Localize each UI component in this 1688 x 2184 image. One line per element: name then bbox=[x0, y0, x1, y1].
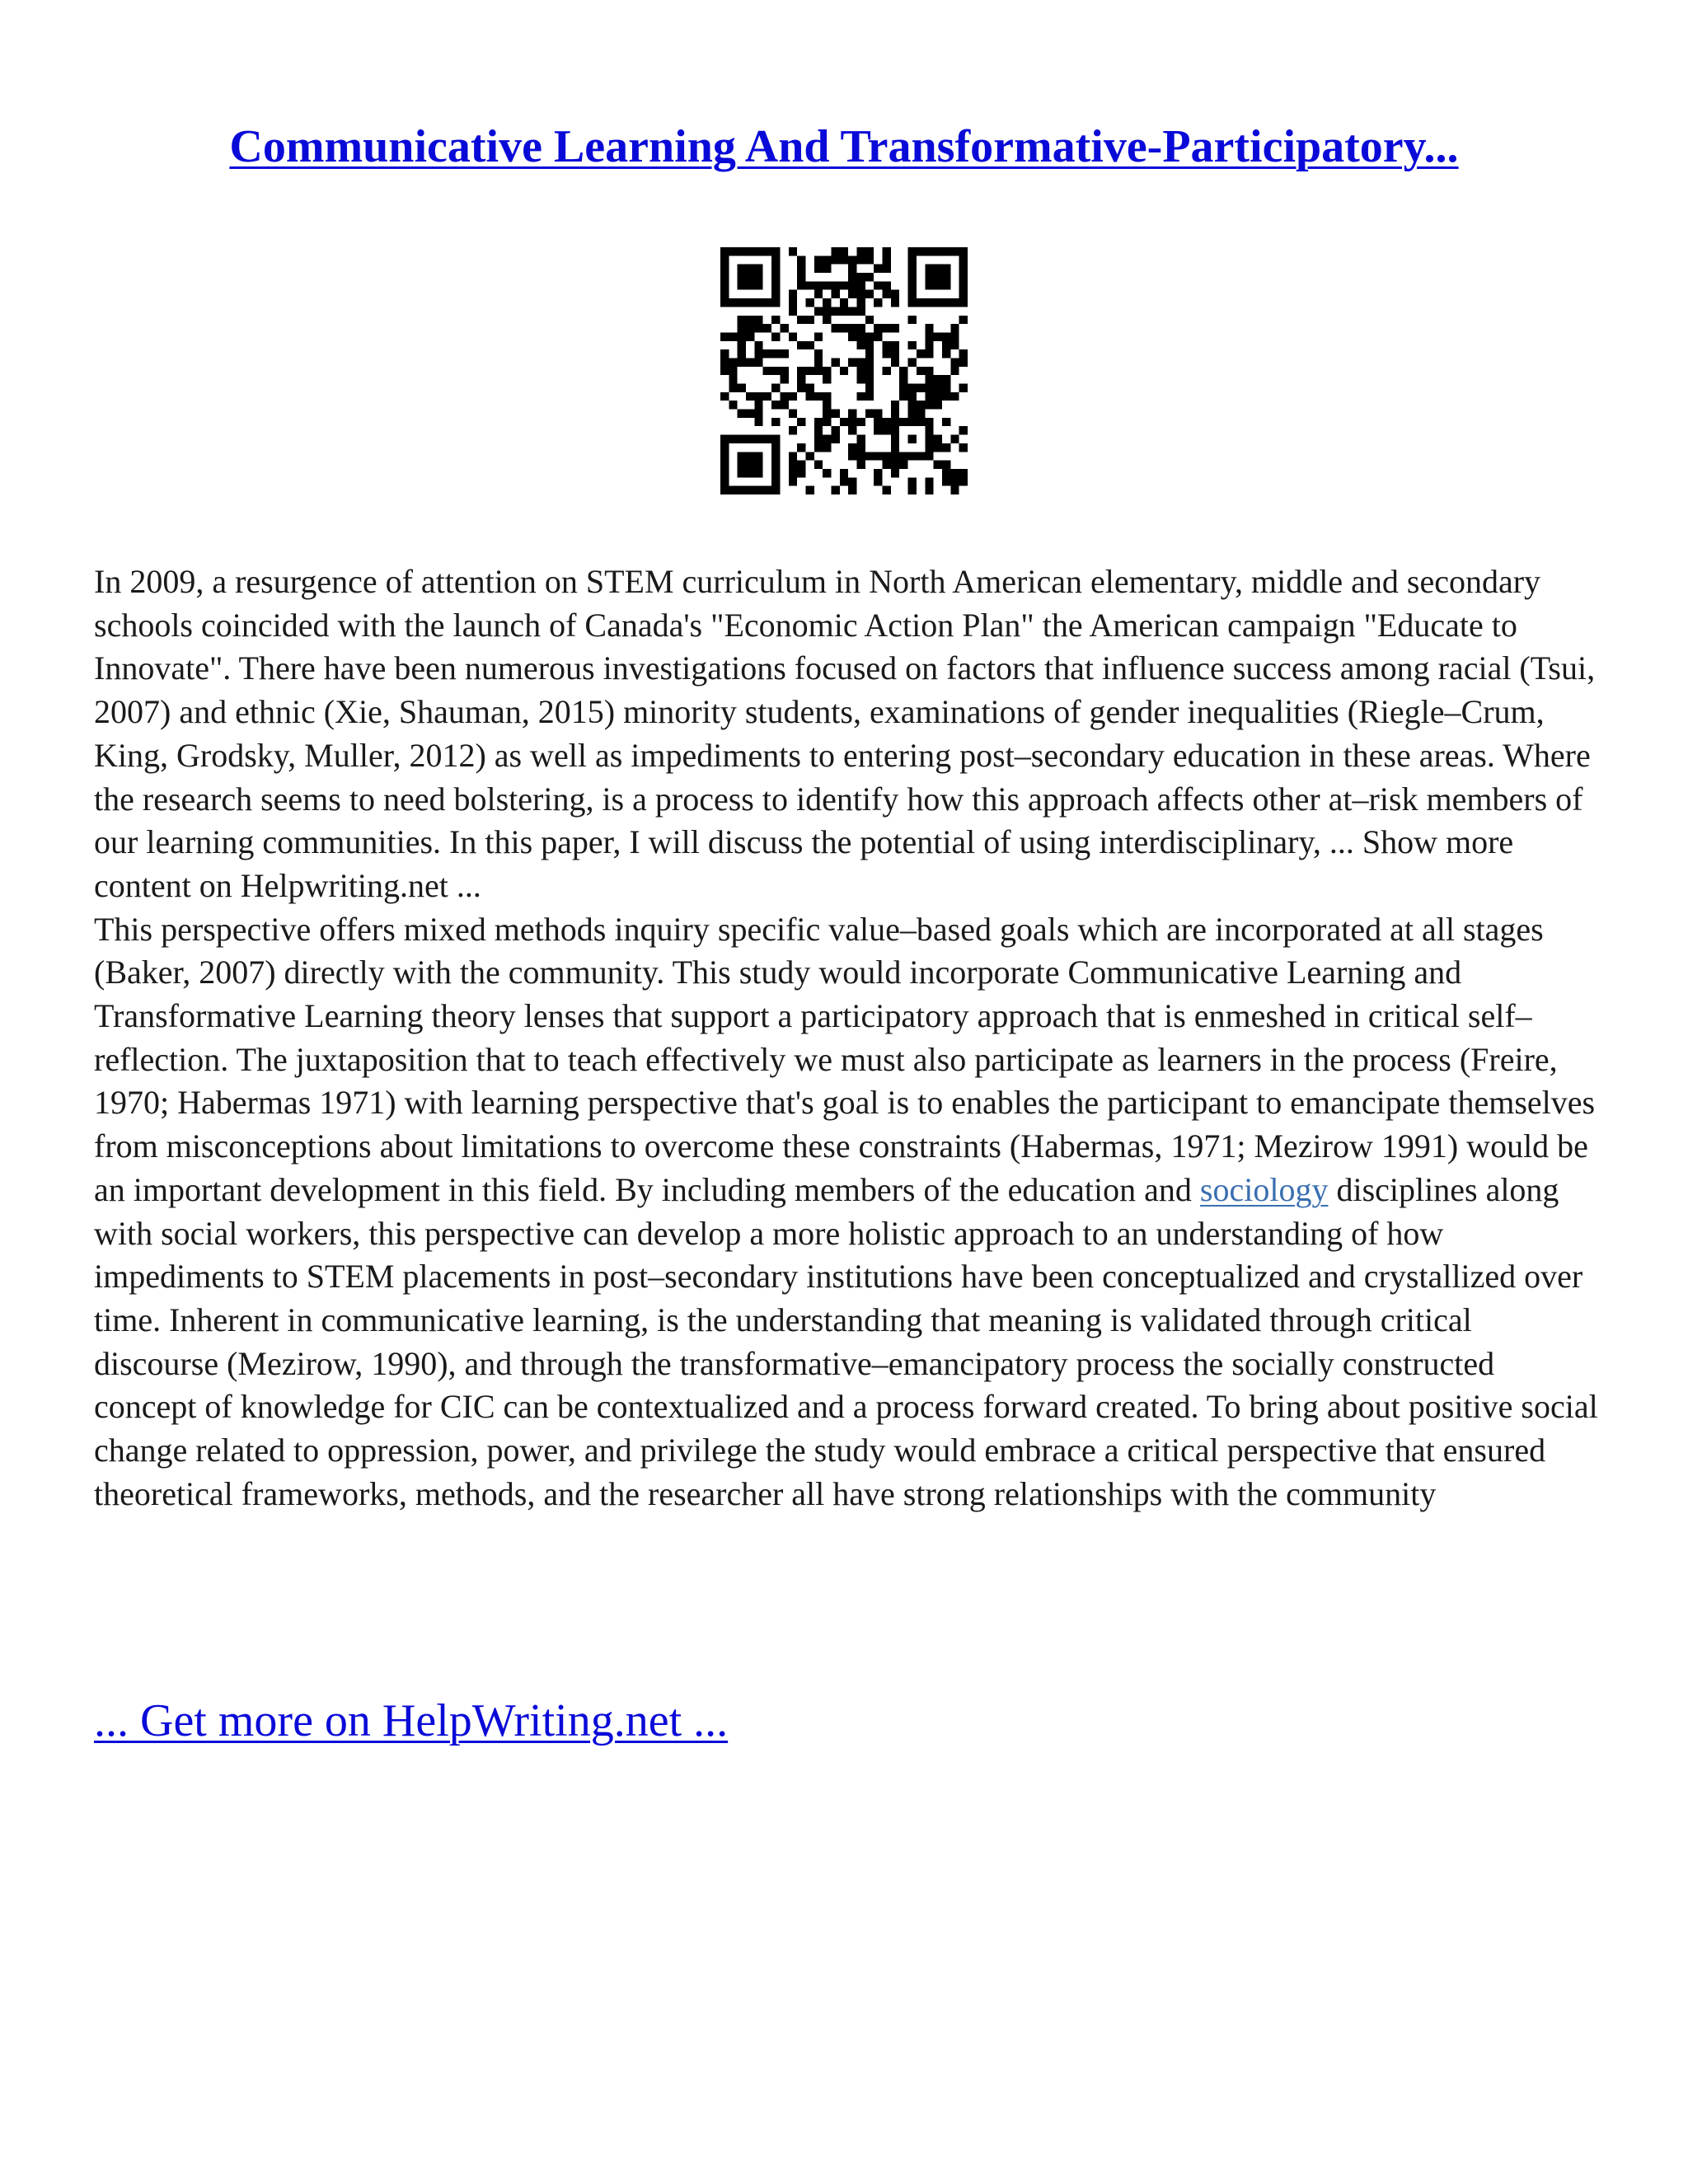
title-link[interactable]: Communicative Learning And Transformative-Participatory... bbox=[229, 121, 1459, 172]
article-body bbox=[94, 560, 1602, 1516]
get-more-link[interactable]: ... Get more on HelpWriting.net ... bbox=[94, 1695, 729, 1746]
paragraph-perspective-text-end: disciplines along with social workers, this perspective can develop a more holistic approach to an understanding of how impediments to STEM placements in post–secondary institutions have been conceptualized and crystallized over time. Inherent in communicative learning, is the understanding that meaning is validated through critical discourse (Mezirow, 1990), and through the transformative–emancipatory process the socially constructed concept of knowledge for CIC can be contextualized and a process forward created. To bring about positive social change related to oppression, power, and privilege the study would embrace a critical perspective that ensured theoretical frameworks, methods, and the researcher all have strong relationships with the community bbox=[94, 1170, 1598, 1512]
sociology-link[interactable]: sociology bbox=[1199, 1170, 1329, 1208]
paragraph-intro: In 2009, a resurgence of attention on STEM curriculum in North American elementary, middle and secondary schools coincided with the launch of Canada's "Economic Action Plan" the American campaign "Educate to Innovate". There have been numerous investigations focused on factors that influence success among racial (Tsui, 2007) and ethnic (Xie, Shauman, 2015) minority students, examinations of gender inequalities (Riegle–Crum, King, Grodsky, Muller, 2012) as well as impediments to entering post–secondary education in these areas. Where the research seems to need bolstering, is a process to identify how this approach affects other at–risk members of our learning communities. In this paper, I will discuss the potential of using interdisciplinary, ... Show more content on Helpwriting.net ... bbox=[94, 563, 1596, 904]
paragraph-perspective-text-start: This perspective offers mixed methods inquiry specific value–based goals which are incorporated at all stages (Baker, 2007) directly with the community. This study would incorporate Communicative Learning and Transformative Learning theory lenses that support a participatory approach that is enmeshed in critical self–reflection. The juxtaposition that to teach effectively we must also participate as learners in the process (Freire, 1970; Habermas 1971) with learning perspective that's goal is to enables the participant to emancipate themselves from misconceptions about limitations to overcome these constraints (Habermas, 1971; Mezirow 1991) would be an important development in this field. By including members of the education and bbox=[94, 910, 1596, 1208]
paragraph-perspective bbox=[94, 908, 1602, 1516]
qr-code-icon bbox=[720, 247, 968, 494]
